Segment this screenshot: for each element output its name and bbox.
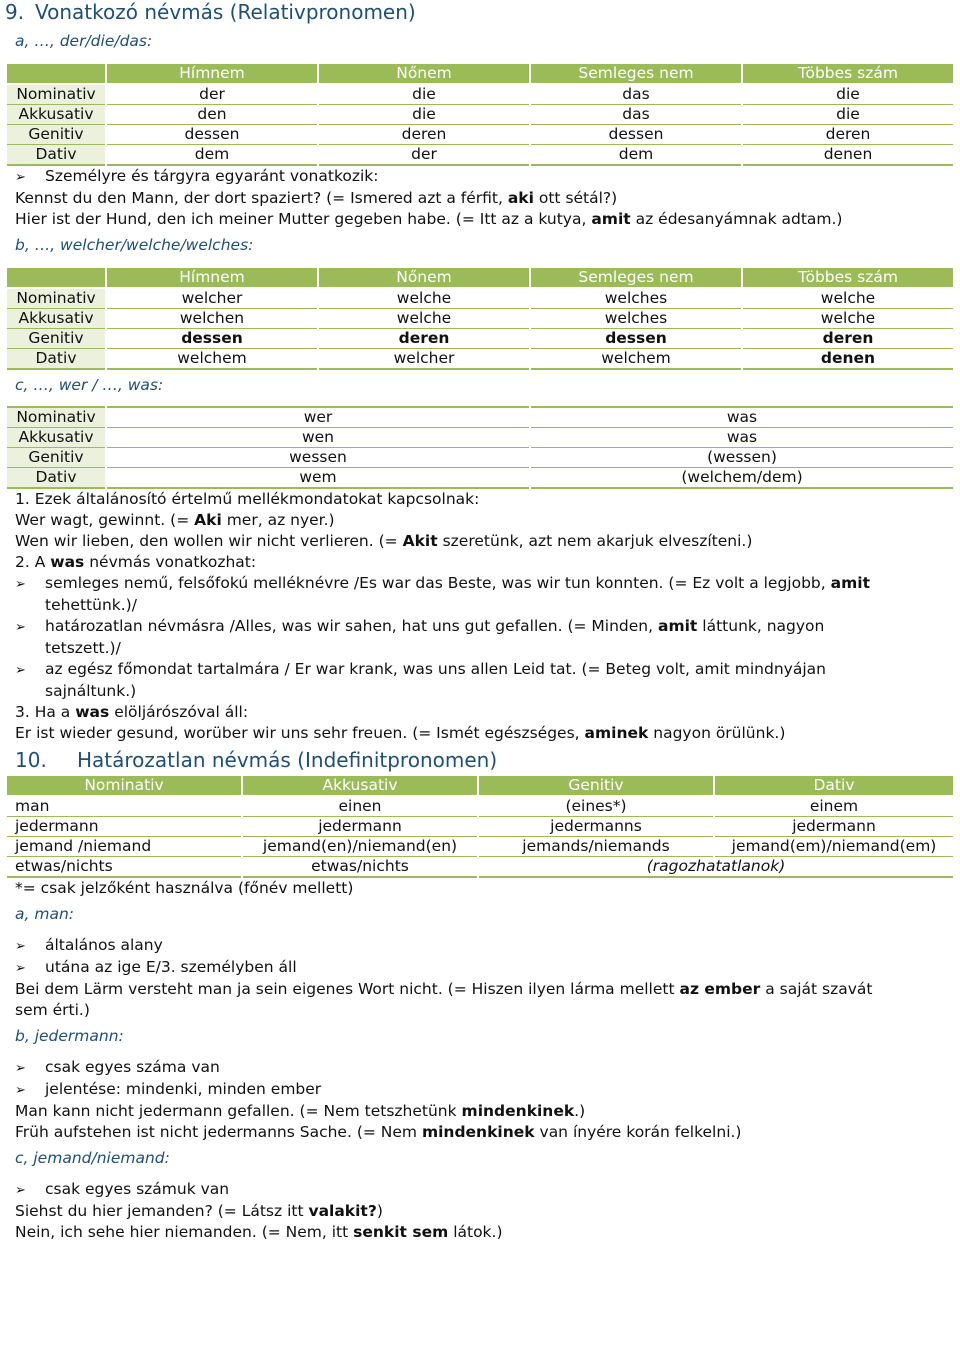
bullet-item: ➢ semleges nemű, felsőfokú melléknévre /Es war das Beste, was wir tun konnten. (= Ez volt a legjobb, amit tehettünk.)/ [15, 574, 870, 614]
example-line: Bei dem Lärm versteht man ja sein eigenes Wort nicht. (= Hiszen ilyen lárma mellett az ember a saját szavát sem érti.) [15, 980, 873, 1019]
header-cell: Nőnem [318, 267, 530, 288]
arrow-bullet-icon: ➢ [15, 1061, 26, 1076]
table-row: Nominativ welcher welche welches welche [6, 288, 954, 309]
arrow-bullet-icon: ➢ [15, 1183, 26, 1198]
table-row: Genitiv dessen deren dessen deren [6, 329, 954, 349]
header-cell: Nominativ [6, 775, 242, 796]
subheading-jemand: c, jemand/niemand: [15, 1149, 170, 1167]
header-cell: Többes szám [742, 63, 954, 84]
example-line: Kennst du den Mann, der dort spaziert? (= Ismered azt a férfit, aki ott sétál?) [15, 189, 618, 207]
section-title: Határozatlan névmás (Indefinitpronomen) [77, 748, 498, 772]
example-line: Er ist wieder gesund, worüber wir uns sehr freuen. (= Ismét egészséges, aminek nagyon örülünk.) [15, 724, 786, 742]
numbered-point: 2. A was névmás vonatkozhat: [15, 553, 257, 571]
bullet-item: ➢ általános alany [5, 935, 955, 957]
table-row: jemand /niemand jemand(en)/niemand(en) jemands/niemands jemand(em)/niemand(em) [6, 837, 954, 857]
bullet-item: ➢ utána az ige E/3. személyben áll [5, 957, 955, 979]
example-line: Früh aufstehen ist nicht jedermanns Sache. (= Nem mindenkinek van ínyére korán felkelni.) [15, 1123, 742, 1141]
table-row: Akkusativ wen was [6, 428, 954, 448]
arrow-bullet-icon: ➢ [15, 577, 26, 592]
header-cell: Hímnem [106, 63, 318, 84]
bullet-item: ➢ határozatlan névmásra /Alles, was wir sahen, hat uns gut gefallen. (= Minden, amit láttunk, nagyon tetszett.)/ [15, 617, 825, 657]
header-cell: Hímnem [106, 267, 318, 288]
header-cell: Semleges nem [530, 63, 742, 84]
subheading-a: a, …, der/die/das: [15, 32, 153, 50]
table-row: Akkusativ den die das die [6, 105, 954, 125]
footnote: *= csak jelzőként használva (főnév mellett) [15, 879, 354, 897]
example-line: Wen wir lieben, den wollen wir nicht verlieren. (= Akit szeretünk, azt nem akarjuk elveszíteni.) [15, 532, 753, 550]
bullet-item: ➢ csak egyes száma van [5, 1057, 955, 1079]
table-row: Nominativ wer was [6, 407, 954, 428]
section-number: 9. [5, 0, 25, 24]
numbered-point: 1. Ezek általánosító értelmű mellékmondatokat kapcsolnak: [15, 490, 480, 508]
table-row: Nominativ der die das die [6, 84, 954, 105]
header-cell: Akkusativ [242, 775, 478, 796]
subheading-jedermann: b, jedermann: [15, 1027, 124, 1045]
example-line: Wer wagt, gewinnt. (= Aki mer, az nyer.) [15, 511, 335, 529]
bullet-item: ➢ jelentése: mindenki, minden ember [5, 1079, 955, 1101]
header-cell: Dativ [714, 775, 954, 796]
table-row: man einen (eines*) einem [6, 796, 954, 817]
arrow-bullet-icon: ➢ [15, 961, 26, 976]
table-row: Dativ wem (welchem/dem) [6, 468, 954, 489]
header-cell: Többes szám [742, 267, 954, 288]
subheading-c: c, …, wer / …, was: [15, 376, 164, 394]
table-row: Genitiv wessen (wessen) [6, 448, 954, 468]
example-line: Nein, ich sehe hier niemanden. (= Nem, itt senkit sem látok.) [15, 1223, 503, 1241]
bullet-item: ➢ az egész főmondat tartalmára / Er war krank, was uns allen Leid tat. (= Beteg volt, amit mindnyájan sajnáltunk.) [15, 660, 826, 700]
arrow-bullet-icon: ➢ [15, 663, 26, 678]
arrow-bullet-icon: ➢ [15, 170, 26, 185]
table-indefinite [5, 774, 955, 878]
bullet-item: ➢ csak egyes számuk van [5, 1179, 955, 1201]
table-der-die-das [5, 62, 955, 166]
subheading-b: b, …, welcher/welche/welches: [15, 236, 254, 254]
example-line: Hier ist der Hund, den ich meiner Mutter gegeben habe. (= Itt az a kutya, amit az édesanyámnak adtam.) [15, 210, 843, 228]
section-10-heading [5, 748, 955, 774]
header-cell: Genitiv [478, 775, 714, 796]
table-wer-was [5, 406, 955, 489]
arrow-bullet-icon: ➢ [15, 1083, 26, 1098]
arrow-bullet-icon: ➢ [15, 939, 26, 954]
table-row: Akkusativ welchen welche welches welche [6, 309, 954, 329]
section-9-heading [5, 0, 955, 26]
numbered-point: 3. Ha a was elöljárószóval áll: [15, 703, 249, 721]
table-row: jedermann jedermann jedermanns jedermann [6, 817, 954, 837]
header-cell: Nőnem [318, 63, 530, 84]
table-welcher [5, 266, 955, 370]
example-line: Siehst du hier jemanden? (= Látsz itt valakit?) [15, 1202, 383, 1220]
arrow-bullet-icon: ➢ [15, 620, 26, 635]
bullet-item: ➢ Személyre és tárgyra egyaránt vonatkozik: [5, 166, 955, 188]
subheading-man: a, man: [15, 905, 74, 923]
section-title: Vonatkozó névmás (Relativpronomen) [35, 0, 416, 24]
table-row: Dativ dem der dem denen [6, 145, 954, 166]
table-row: Genitiv dessen deren dessen deren [6, 125, 954, 145]
table-row: Dativ welchem welcher welchem denen [6, 349, 954, 370]
example-line: Man kann nicht jedermann gefallen. (= Nem tetszhetünk mindenkinek.) [15, 1102, 586, 1120]
section-number: 10. [15, 748, 47, 772]
header-cell: Semleges nem [530, 267, 742, 288]
table-row: etwas/nichts etwas/nichts (ragozhatatlanok) [6, 857, 954, 878]
